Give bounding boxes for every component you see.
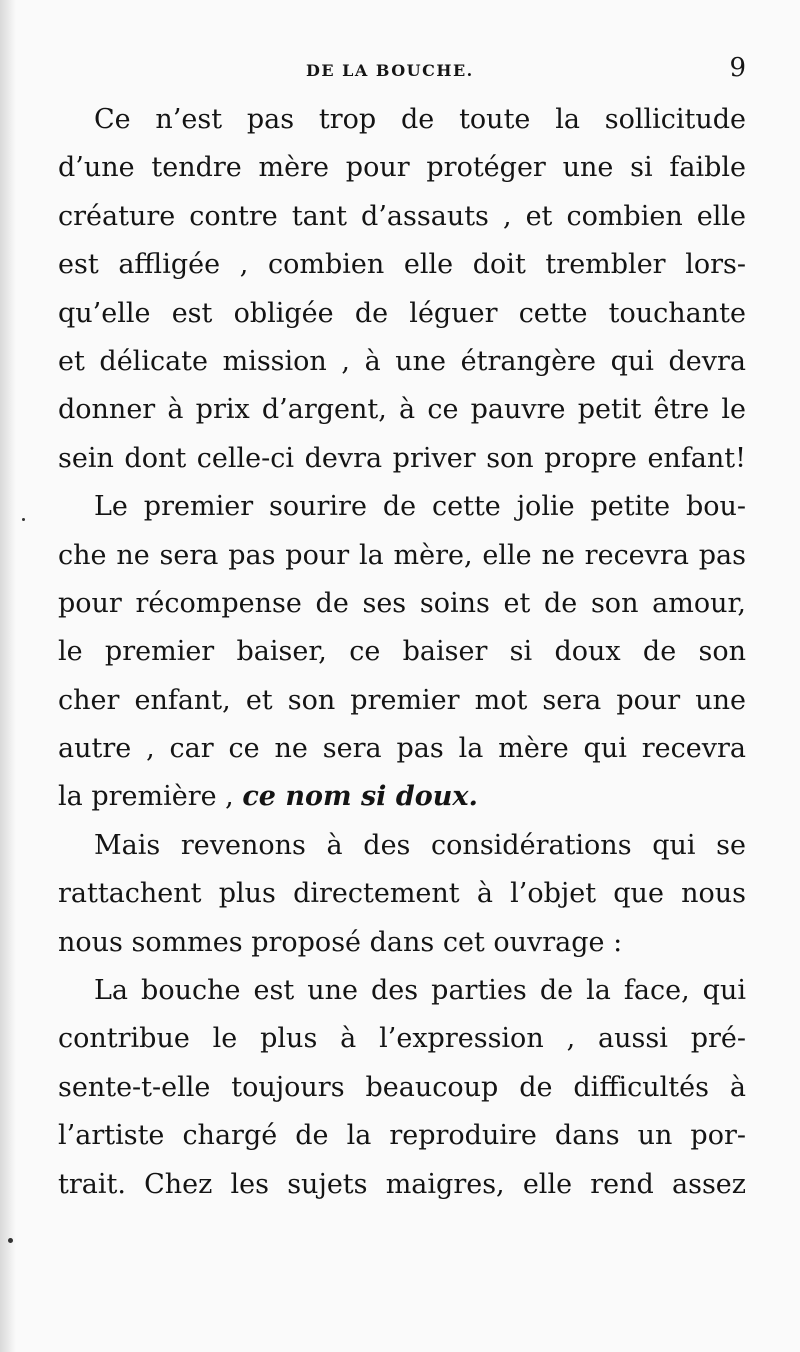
ink-speck — [22, 518, 25, 521]
text-line: pour récompense de ses soins et de son amour, — [58, 587, 746, 619]
page-edge-shadow — [0, 0, 16, 1352]
line-text: la première , — [58, 781, 243, 813]
text-line: qu’elle est obligée de léguer cette touchante — [58, 297, 746, 329]
text-line: Le premier sourire de cette jolie petite bou- — [94, 491, 746, 523]
text-line: rattachent plus directement à l’objet que nous — [58, 878, 746, 910]
text-line: l’artiste chargé de la reproduire dans un por- — [58, 1120, 746, 1152]
text-line: créature contre tant d’assauts , et combien elle — [58, 200, 746, 232]
text-line: Mais revenons à des considérations qui se — [94, 829, 746, 861]
text-line: cher enfant, et son premier mot sera pour une — [58, 684, 746, 716]
text-line: autre , car ce ne sera pas la mère qui recevra — [58, 733, 746, 765]
text-line: La bouche est une des parties de la face, qui — [94, 975, 746, 1007]
text-line: le premier baiser, ce baiser si doux de son — [58, 636, 746, 668]
text-line: che ne sera pas pour la mère, elle ne recevra pas — [58, 539, 746, 571]
text-line: Ce n’est pas trop de toute la sollicitude — [94, 104, 746, 135]
body-text — [58, 96, 746, 1209]
text-line: contribue le plus à l’expression , aussi pré- — [58, 1023, 746, 1055]
text-line — [58, 773, 746, 821]
text-line: nous sommes proposé dans cet ouvrage : — [58, 926, 623, 958]
running-title: DE LA BOUCHE. — [306, 61, 474, 80]
text-line: est affligée , combien elle doit trembler lors- — [58, 249, 746, 281]
text-line: sein dont celle-ci devra priver son propre enfant! — [58, 442, 746, 474]
text-line: sente-t-elle toujours beaucoup de difficultés à — [58, 1071, 746, 1103]
italic-phrase: ce nom si doux. — [242, 781, 478, 813]
text-line: et délicate mission , à une étrangère qui devra — [58, 345, 746, 377]
running-head — [58, 53, 746, 83]
text-line: d’une tendre mère pour protéger une si faible — [58, 152, 746, 184]
text-line: donner à prix d’argent, à ce pauvre petit être le — [58, 394, 746, 426]
page-number: 9 — [729, 53, 746, 83]
ink-speck — [8, 1238, 13, 1243]
text-line: trait. Chez les sujets maigres, elle rend assez — [58, 1168, 746, 1200]
